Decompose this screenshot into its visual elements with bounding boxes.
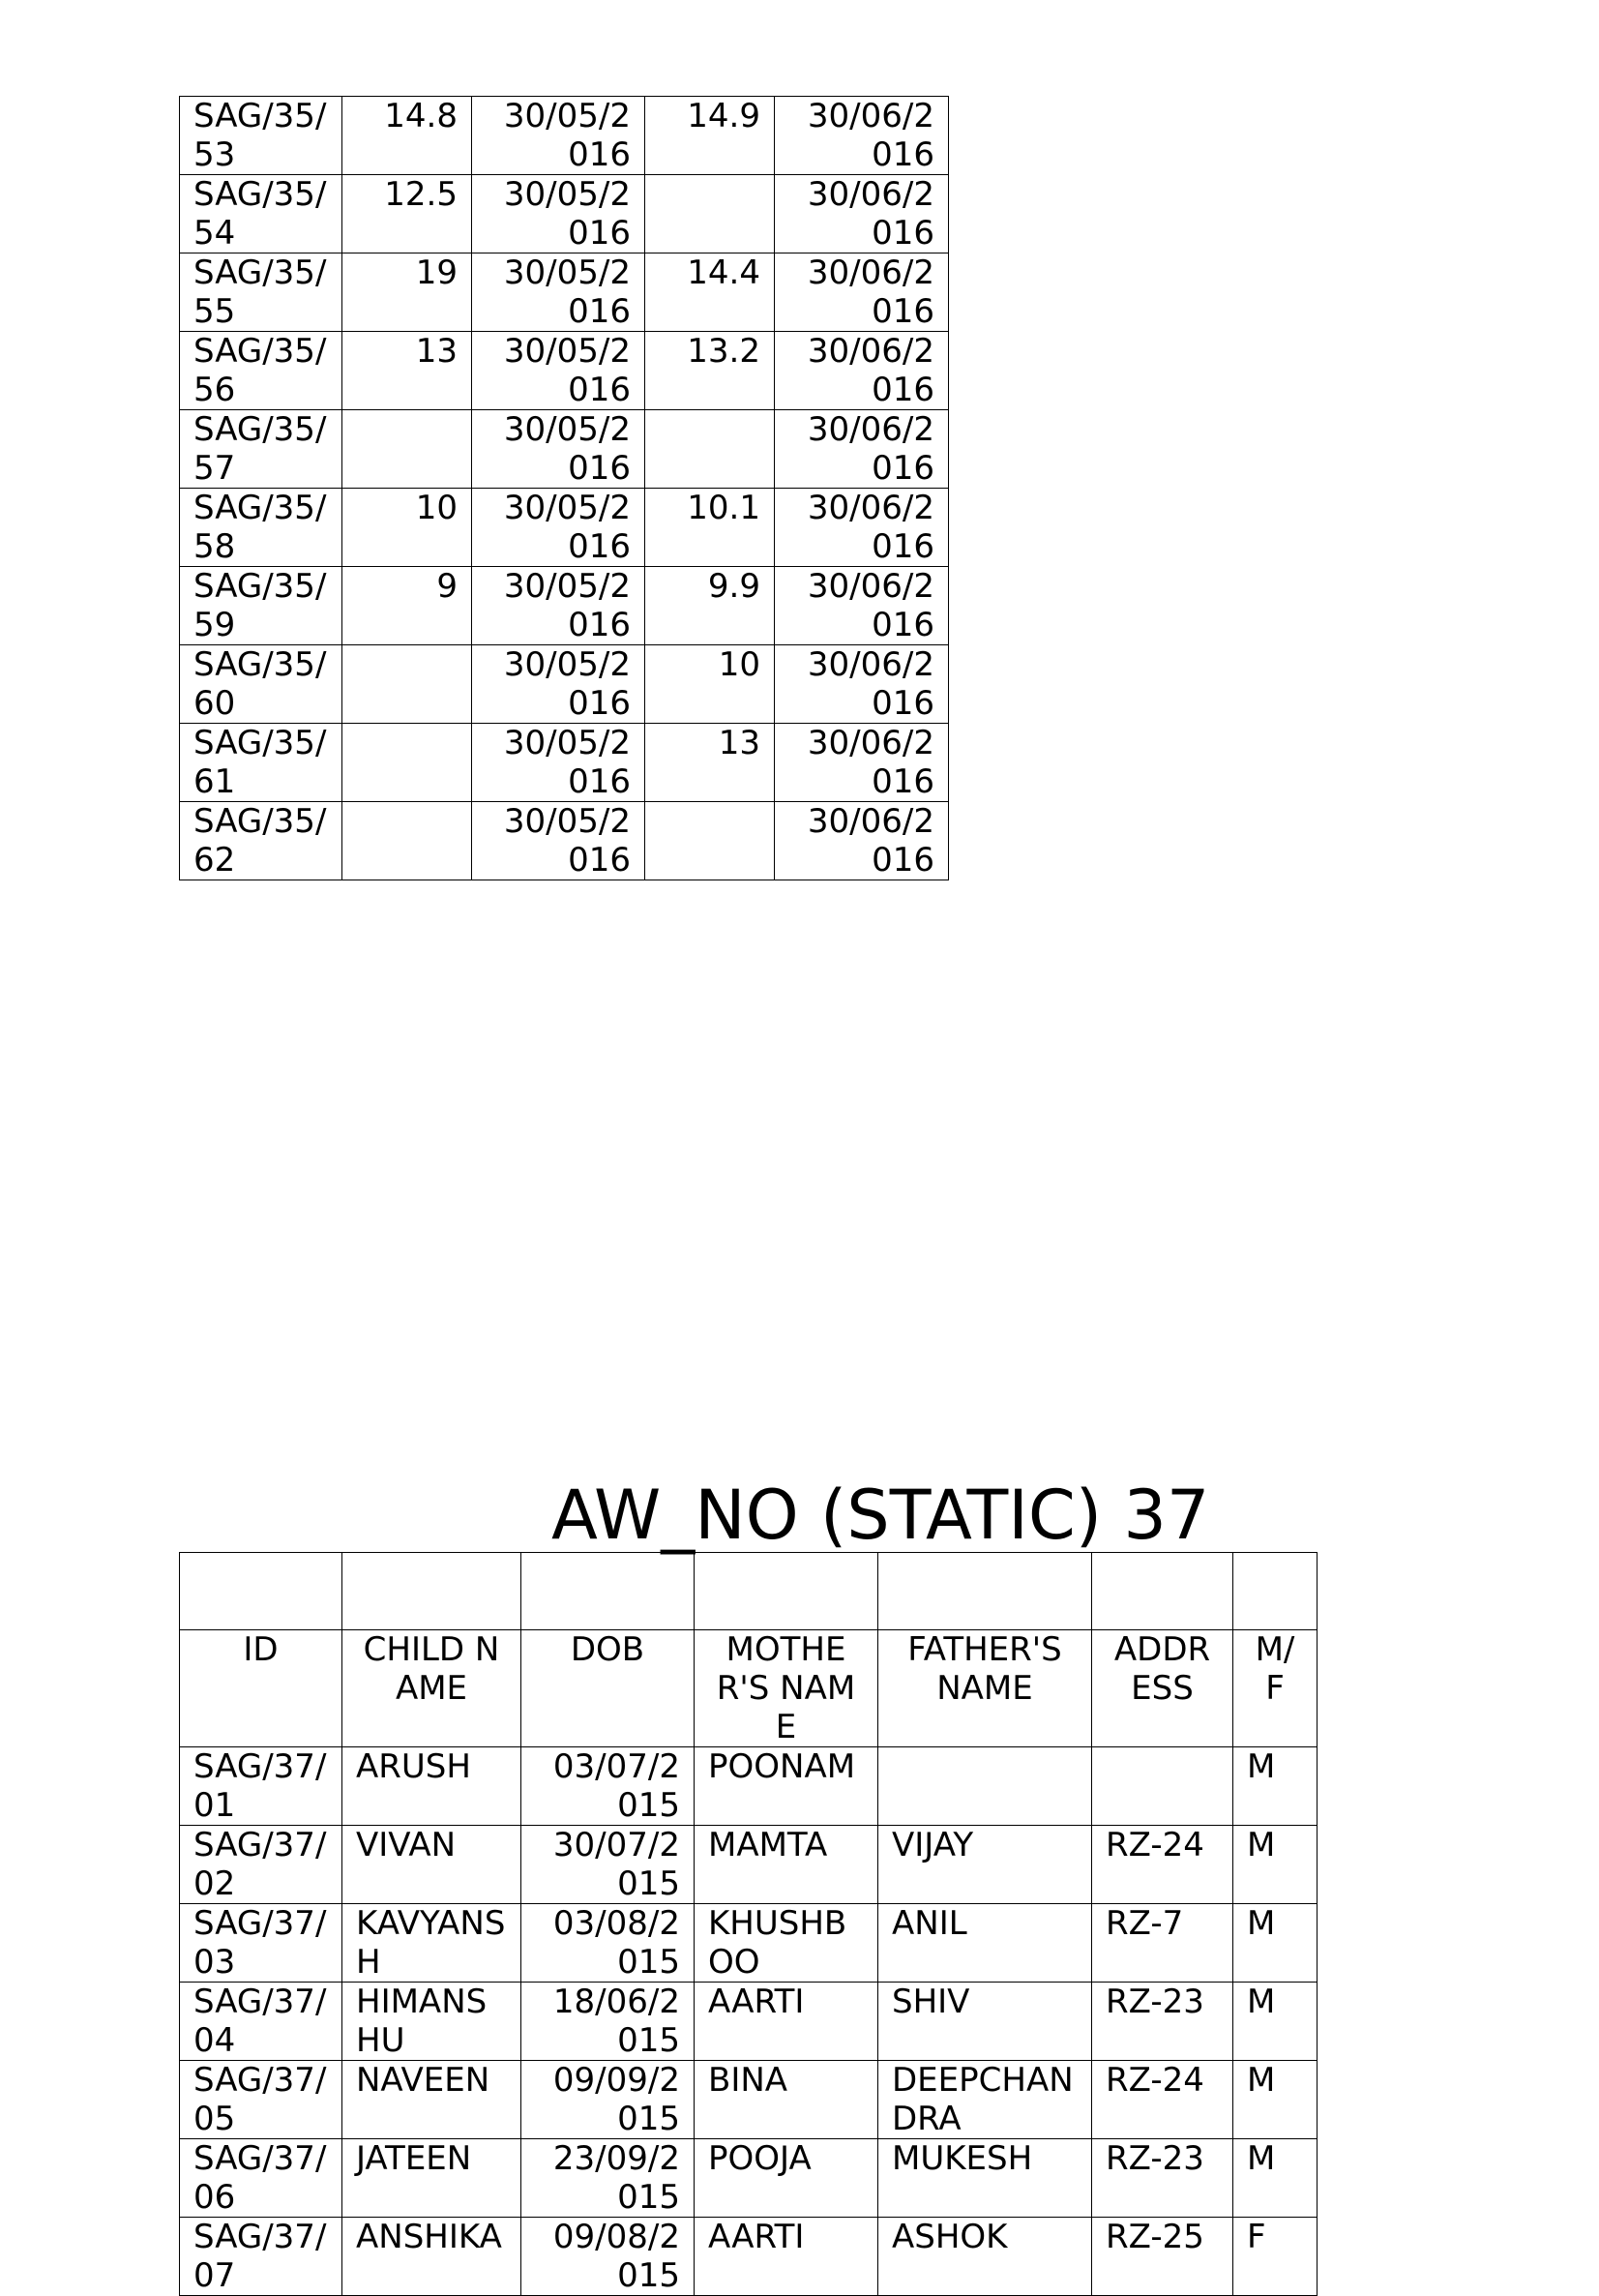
header-child-name: CHILD NAME [342,1630,521,1747]
date-cell: 30/06/2016 [775,410,949,489]
table-row [180,2218,1318,2296]
table-row [180,567,949,645]
header-dob: DOB [521,1630,695,1747]
dob-cell: 09/09/2015 [521,2061,695,2139]
id-cell: SAG/35/55 [180,253,342,332]
date-cell: 30/05/2016 [472,253,645,332]
growth-table-body [180,97,949,880]
id-cell: SAG/37/02 [180,1826,342,1904]
mother-name-cell: AARTI [695,2218,878,2296]
table-row [180,1826,1318,1904]
value-cell: 14.9 [645,97,775,175]
mother-name-cell: AARTI [695,1983,878,2061]
header-id: ID [180,1630,342,1747]
value-cell [645,802,775,880]
address-cell [1092,1747,1233,1826]
id-cell: SAG/35/53 [180,97,342,175]
section-title: AW_NO (STATIC) 37 [551,1476,1210,1555]
mother-name-cell: MAMTA [695,1826,878,1904]
id-cell: SAG/35/54 [180,175,342,253]
blank-cell [1092,1553,1233,1630]
value-cell [645,175,775,253]
date-cell: 30/06/2016 [775,567,949,645]
value-cell: 10 [342,489,472,567]
value-cell: 10 [645,645,775,724]
table-row [180,410,949,489]
dob-cell: 03/08/2015 [521,1904,695,1983]
id-cell: SAG/35/58 [180,489,342,567]
gender-cell: M [1233,1983,1318,2061]
header-gender: M/F [1233,1630,1318,1747]
date-cell: 30/05/2016 [472,802,645,880]
table-row [180,1904,1318,1983]
date-cell: 30/05/2016 [472,489,645,567]
date-cell: 30/05/2016 [472,645,645,724]
dob-cell: 03/07/2015 [521,1747,695,1826]
address-cell: RZ-23 [1092,2139,1233,2218]
address-cell: RZ-24 [1092,1826,1233,1904]
header-mothers-name: MOTHER'S NAME [695,1630,878,1747]
child-name-cell: ANSHIKA [342,2218,521,2296]
id-cell: SAG/35/62 [180,802,342,880]
date-cell: 30/06/2016 [775,332,949,410]
value-cell: 13 [342,332,472,410]
father-name-cell [878,1747,1092,1826]
id-cell: SAG/35/60 [180,645,342,724]
father-name-cell: VIJAY [878,1826,1092,1904]
value-cell: 12.5 [342,175,472,253]
id-cell: SAG/35/59 [180,567,342,645]
gender-cell: M [1233,2061,1318,2139]
address-cell: RZ-25 [1092,2218,1233,2296]
child-name-cell: KAVYANSH [342,1904,521,1983]
date-cell: 30/05/2016 [472,175,645,253]
date-cell: 30/05/2016 [472,567,645,645]
mother-name-cell: BINA [695,2061,878,2139]
id-cell: SAG/37/06 [180,2139,342,2218]
value-cell [342,410,472,489]
date-cell: 30/06/2016 [775,645,949,724]
value-cell [342,802,472,880]
date-cell: 30/05/2016 [472,410,645,489]
father-name-cell: DEEPCHANDRA [878,2061,1092,2139]
table-row [180,2139,1318,2218]
id-cell: SAG/37/05 [180,2061,342,2139]
date-cell: 30/05/2016 [472,724,645,802]
date-cell: 30/06/2016 [775,97,949,175]
table-row [180,253,949,332]
column-header-row [180,1630,1318,1747]
blank-header-row [180,1553,1318,1630]
table-row [180,489,949,567]
id-cell: SAG/35/57 [180,410,342,489]
table-row [180,802,949,880]
blank-cell [180,1553,342,1630]
table-row [180,97,949,175]
table-row [180,645,949,724]
value-cell: 13 [645,724,775,802]
mother-name-cell: KHUSHBOO [695,1904,878,1983]
blank-cell [695,1553,878,1630]
child-name-cell: HIMANSHU [342,1983,521,2061]
id-cell: SAG/37/07 [180,2218,342,2296]
value-cell: 19 [342,253,472,332]
address-cell: RZ-7 [1092,1904,1233,1983]
value-cell [342,724,472,802]
father-name-cell: SHIV [878,1983,1092,2061]
date-cell: 30/05/2016 [472,97,645,175]
value-cell: 14.4 [645,253,775,332]
table-row [180,1747,1318,1826]
dob-cell: 23/09/2015 [521,2139,695,2218]
gender-cell: M [1233,1747,1318,1826]
id-cell: SAG/37/01 [180,1747,342,1826]
header-address: ADDRESS [1092,1630,1233,1747]
child-name-cell: NAVEEN [342,2061,521,2139]
value-cell: 14.8 [342,97,472,175]
id-cell: SAG/35/56 [180,332,342,410]
blank-cell [342,1553,521,1630]
child-name-cell: JATEEN [342,2139,521,2218]
dob-cell: 09/08/2015 [521,2218,695,2296]
value-cell: 10.1 [645,489,775,567]
gender-cell: M [1233,1904,1318,1983]
child-register-body [180,1553,1318,2296]
table-row [180,1983,1318,2061]
id-cell: SAG/35/61 [180,724,342,802]
value-cell: 9 [342,567,472,645]
date-cell: 30/05/2016 [472,332,645,410]
blank-cell [878,1553,1092,1630]
mother-name-cell: POONAM [695,1747,878,1826]
value-cell [342,645,472,724]
dob-cell: 18/06/2015 [521,1983,695,2061]
value-cell: 9.9 [645,567,775,645]
address-cell: RZ-23 [1092,1983,1233,2061]
address-cell: RZ-24 [1092,2061,1233,2139]
date-cell: 30/06/2016 [775,175,949,253]
id-cell: SAG/37/03 [180,1904,342,1983]
date-cell: 30/06/2016 [775,253,949,332]
blank-cell [521,1553,695,1630]
child-name-cell: ARUSH [342,1747,521,1826]
growth-table [179,96,949,880]
value-cell: 13.2 [645,332,775,410]
dob-cell: 30/07/2015 [521,1826,695,1904]
child-register-table [179,1552,1318,2296]
father-name-cell: MUKESH [878,2139,1092,2218]
gender-cell: M [1233,2139,1318,2218]
date-cell: 30/06/2016 [775,802,949,880]
child-name-cell: VIVAN [342,1826,521,1904]
gender-cell: F [1233,2218,1318,2296]
table-row [180,175,949,253]
table-row [180,724,949,802]
father-name-cell: ANIL [878,1904,1092,1983]
gender-cell: M [1233,1826,1318,1904]
father-name-cell: ASHOK [878,2218,1092,2296]
value-cell [645,410,775,489]
id-cell: SAG/37/04 [180,1983,342,2061]
header-fathers-name: FATHER'S NAME [878,1630,1092,1747]
blank-cell [1233,1553,1318,1630]
mother-name-cell: POOJA [695,2139,878,2218]
date-cell: 30/06/2016 [775,724,949,802]
table-row [180,332,949,410]
table-row [180,2061,1318,2139]
date-cell: 30/06/2016 [775,489,949,567]
